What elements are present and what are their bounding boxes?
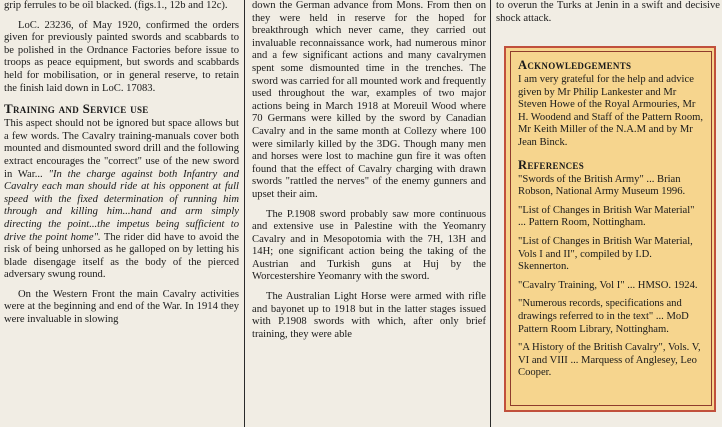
- column-3: [496, 0, 720, 427]
- text: The rider did have to avoid the risk of being unhorsed as he galloped on by letting his blade disengage itself as the body of the pierced adversary swung round.: [4, 231, 239, 281]
- box-inner: [510, 51, 712, 406]
- paragraph: grip ferrules to be oil blacked. (figs.1., 12b and 12c).: [4, 0, 228, 11]
- column-2: [252, 0, 486, 427]
- reference-item: "List of Changes in British War Material, Vols I and II", compiled by I.D. Skennerton.: [518, 235, 693, 273]
- column-divider: [244, 0, 245, 427]
- paragraph: The P.1908 sword probably saw more continuous and extensive use in Palestine with the Yeomanry Cavalry and in Mesopotomia with the 7H, 13H and 14H; one significant action being the taking of the Austrian and Turkish guns at Huj by the Worcestershire Yeomanry with the sword.: [252, 208, 486, 283]
- paragraph: LoC. 23236, of May 1920, confirmed the orders given for previously painted swords and scabbards to be polished in the Ordnance Factories before issue to troops as peace equipment, but swords and scabbards held for mobilisation, or in general reserve, to retain the finish laid down in LoC. 17083.: [4, 19, 239, 94]
- acknowledgements-text: I am very grateful for the help and advice given by Mr Philip Lankester and Mr Steven Howe of the Royal Armouries, Mr H. Woodend and Staff of the Pattern Room, Mr Keith Miller of the N.A.M and by Mr Jean Binck.: [518, 74, 704, 148]
- acknowledgements-heading: Acknowledgements: [518, 58, 632, 72]
- references-heading: References: [518, 157, 585, 172]
- paragraph: On the Western Front the main Cavalry activities were at the beginning and end of the War. In 1914 they were invaluable in slowing: [4, 288, 239, 326]
- reference-item: "Cavalry Training, Vol I" ... HMSO. 1924.: [518, 279, 698, 291]
- acknowledgements-box: [504, 46, 716, 412]
- reference-item: "A History of the British Cavalry", Vols. V, VI and VIII ... Marquess of Anglesey, Leo Cooper.: [518, 342, 701, 379]
- paragraph: The Australian Light Horse were armed with rifle and bayonet up to 1918 but in the latter stages issued with P.1908 swords with which, after only brief training, they were able: [252, 291, 486, 340]
- column-divider: [490, 0, 491, 427]
- text: This aspect should not be ignored but space allows but a few words. The Cavalry training-manuals cover both mounted and dismounted sword drill and the following extract encourages the "correct" use of the new sword in War...: [4, 118, 239, 180]
- reference-item: "Numerous records, specifications and drawings referred to in the text" ... MoD Pattern Room Library, Nottingham.: [518, 298, 689, 335]
- reference-item: "List of Changes in British War Material" ... Pattern Room, Nottingham.: [518, 204, 695, 229]
- section-heading: Training and Service use: [4, 101, 149, 117]
- quote: "In the charge against both Infantry and Cavalry each man should ride at his opponent at full speed with the fixed determination of running him through and killing him...hand and arm simply directing the point...the impetus being sufficient to drive the point home".: [4, 168, 239, 243]
- reference-item: "Swords of the British Army" ... Brian Robson, National Army Museum 1996.: [518, 173, 686, 198]
- paragraph-with-quote: [4, 118, 239, 282]
- paragraph: to overun the Turks at Jenin in a swift and decisive shock attack.: [496, 0, 720, 24]
- paragraph: down the German advance from Mons. From then on they were held in reserve for the hoped for breakthrough which never came, they carried out invaluable reconnaissance work, had numerous minor and a few significant actions and many cavalrymen spent some dismounted time in the trenches. The sword was carried for all mounted work and frequently used throughout the war, examples of two major actions being in March 1918 at Moreuil Wood where 70 Germans were killed by the sword by Canadian Cavalry and in the same month at Collezy where 100 were similarly killed by the 3DG. Though many men and horses were lost to machine gun fire it was often found that the effect of Cavalry charging with drawn swords "rattled the nerves" of the enemy gunners and upset their aim.: [252, 0, 486, 200]
- column-1: [4, 0, 239, 427]
